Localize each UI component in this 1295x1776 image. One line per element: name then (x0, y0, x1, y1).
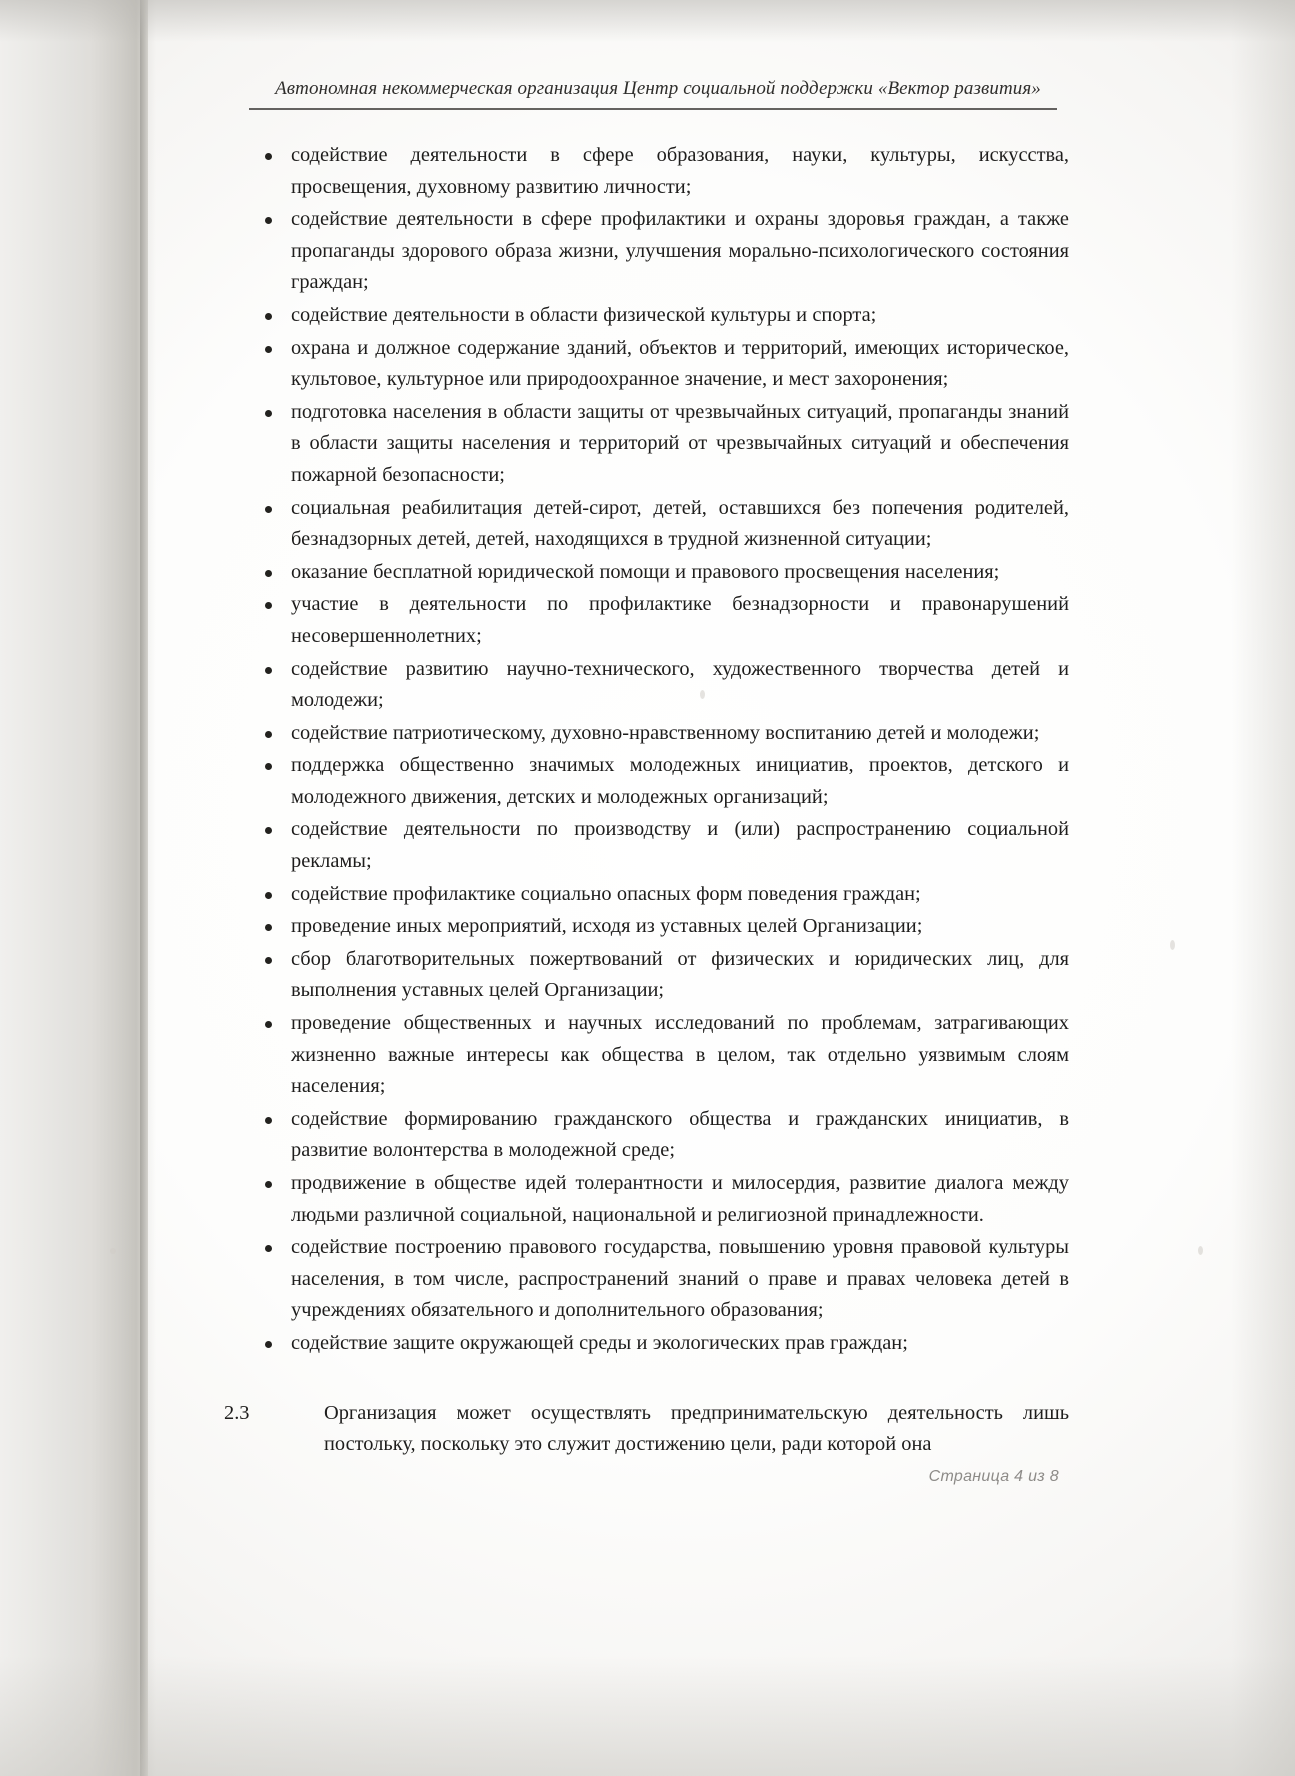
list-item-text: содействие защите окружающей среды и экологических прав граждан; (291, 1331, 908, 1354)
clause-text: Организация может осуществлять предпринимательскую деятельность лишь постольку, поскольку это служит достижению цели, ради которой она (324, 1401, 1069, 1456)
scan-speck (1198, 1246, 1203, 1255)
list-item (249, 1328, 1069, 1360)
scan-gutter-shadow (0, 0, 148, 1776)
list-item (249, 654, 1069, 717)
header-divider (249, 108, 1057, 110)
list-item (249, 750, 1069, 813)
list-item-text: содействие профилактике социально опасных форм поведения граждан; (291, 882, 921, 905)
list-item (249, 493, 1069, 556)
scan-right-shadow (1231, 0, 1295, 1776)
list-item (249, 1104, 1069, 1167)
scan-gutter-edge (140, 0, 156, 1776)
list-item (249, 140, 1069, 203)
page-number-footer: Страница 4 из 8 (928, 1468, 1059, 1485)
list-item (249, 944, 1069, 1007)
list-item-text: сбор благотворительных пожертвований от физических и юридических лиц, для выполнения уставных целей Организации; (291, 947, 1069, 1002)
list-item-text: подготовка населения в области защиты от чрезвычайных ситуаций, пропаганды знаний в области защиты населения и территорий от чрезвычайных ситуаций и обеспечения пожарной безопасности; (291, 400, 1069, 486)
list-item-text: содействие деятельности по производству и (или) распространению социальной рекламы; (291, 818, 1069, 873)
list-item-text: проведение иных мероприятий, исходя из уставных целей Организации; (291, 915, 923, 938)
list-item-text: содействие построению правового государства, повышению уровня правовой культуры населения, в том числе, распространений знаний о праве и правах человека детей в учреждениях обязательного и дополнительного образования; (291, 1236, 1069, 1322)
list-item (249, 1168, 1069, 1231)
list-item (249, 397, 1069, 492)
document-running-header (258, 78, 1058, 101)
list-item (249, 1232, 1069, 1327)
list-item (249, 204, 1069, 299)
scan-top-shadow (0, 0, 1295, 42)
list-item-text: содействие развитию научно-технического, художественного творчества детей и молодежи; (291, 657, 1069, 712)
list-item-text: содействие деятельности в сфере профилактики и охраны здоровья граждан, а также пропаганды здорового образа жизни, улучшения морально-психологического состояния граждан; (291, 208, 1069, 294)
list-item-text: проведение общественных и научных исследований по проблемам, затрагивающих жизненно важные интересы как общества в целом, так отдельно уязвимым слоям населения; (291, 1012, 1069, 1098)
scan-speck (1170, 940, 1175, 950)
list-item (249, 911, 1069, 943)
list-item (249, 1008, 1069, 1103)
list-item-text: поддержка общественно значимых молодежных инициатив, проектов, детского и молодежного движения, детских и молодежных организаций; (291, 754, 1069, 808)
list-item-text: содействие формированию гражданского общества и гражданских инициатив, в развитие волонтерства в молодежной среде; (291, 1107, 1069, 1162)
clause-number: 2.3 (224, 1401, 250, 1424)
list-item-text: содействие деятельности в области физической культуры и спорта; (291, 303, 877, 326)
page-content (224, 140, 1069, 1461)
list-item-text: содействие патриотическому, духовно-нравственному воспитанию детей и молодежи; (291, 721, 1040, 744)
list-item-text: охрана и должное содержание зданий, объектов и территорий, имеющих историческое, культовое, культурное или природоохранное значение, и мест захоронения; (291, 336, 1069, 391)
organization-name: Автономная некоммерческая организация Центр социальной поддержки «Вектор развития» (275, 78, 1041, 99)
list-item (249, 589, 1069, 652)
list-item-text: участие в деятельности по профилактике безнадзорности и правонарушений несовершеннолетних; (291, 593, 1069, 647)
list-item-text: социальная реабилитация детей-сирот, детей, оставшихся без попечения родителей, безнадзорных детей, детей, находящихся в трудной жизненной ситуации; (291, 496, 1069, 551)
clause-2-3 (224, 1398, 1069, 1461)
scan-bottom-shadow (0, 1656, 1295, 1776)
list-item-text: оказание бесплатной юридической помощи и правового просвещения населения; (291, 560, 1000, 583)
list-item (249, 333, 1069, 396)
list-item-text: содействие деятельности в сфере образования, науки, культуры, искусства, просвещения, духовному развитию личности; (291, 144, 1069, 198)
activities-bullet-list (249, 140, 1069, 1360)
list-item (249, 814, 1069, 877)
list-item (249, 879, 1069, 911)
list-item (249, 557, 1069, 589)
list-item (249, 718, 1069, 750)
list-item-text: продвижение в обществе идей толерантности и милосердия, развитие диалога между людьми различной социальной, национальной и религиозной принадлежности. (291, 1172, 1069, 1226)
scan-speck (110, 1248, 116, 1254)
list-item (249, 300, 1069, 332)
